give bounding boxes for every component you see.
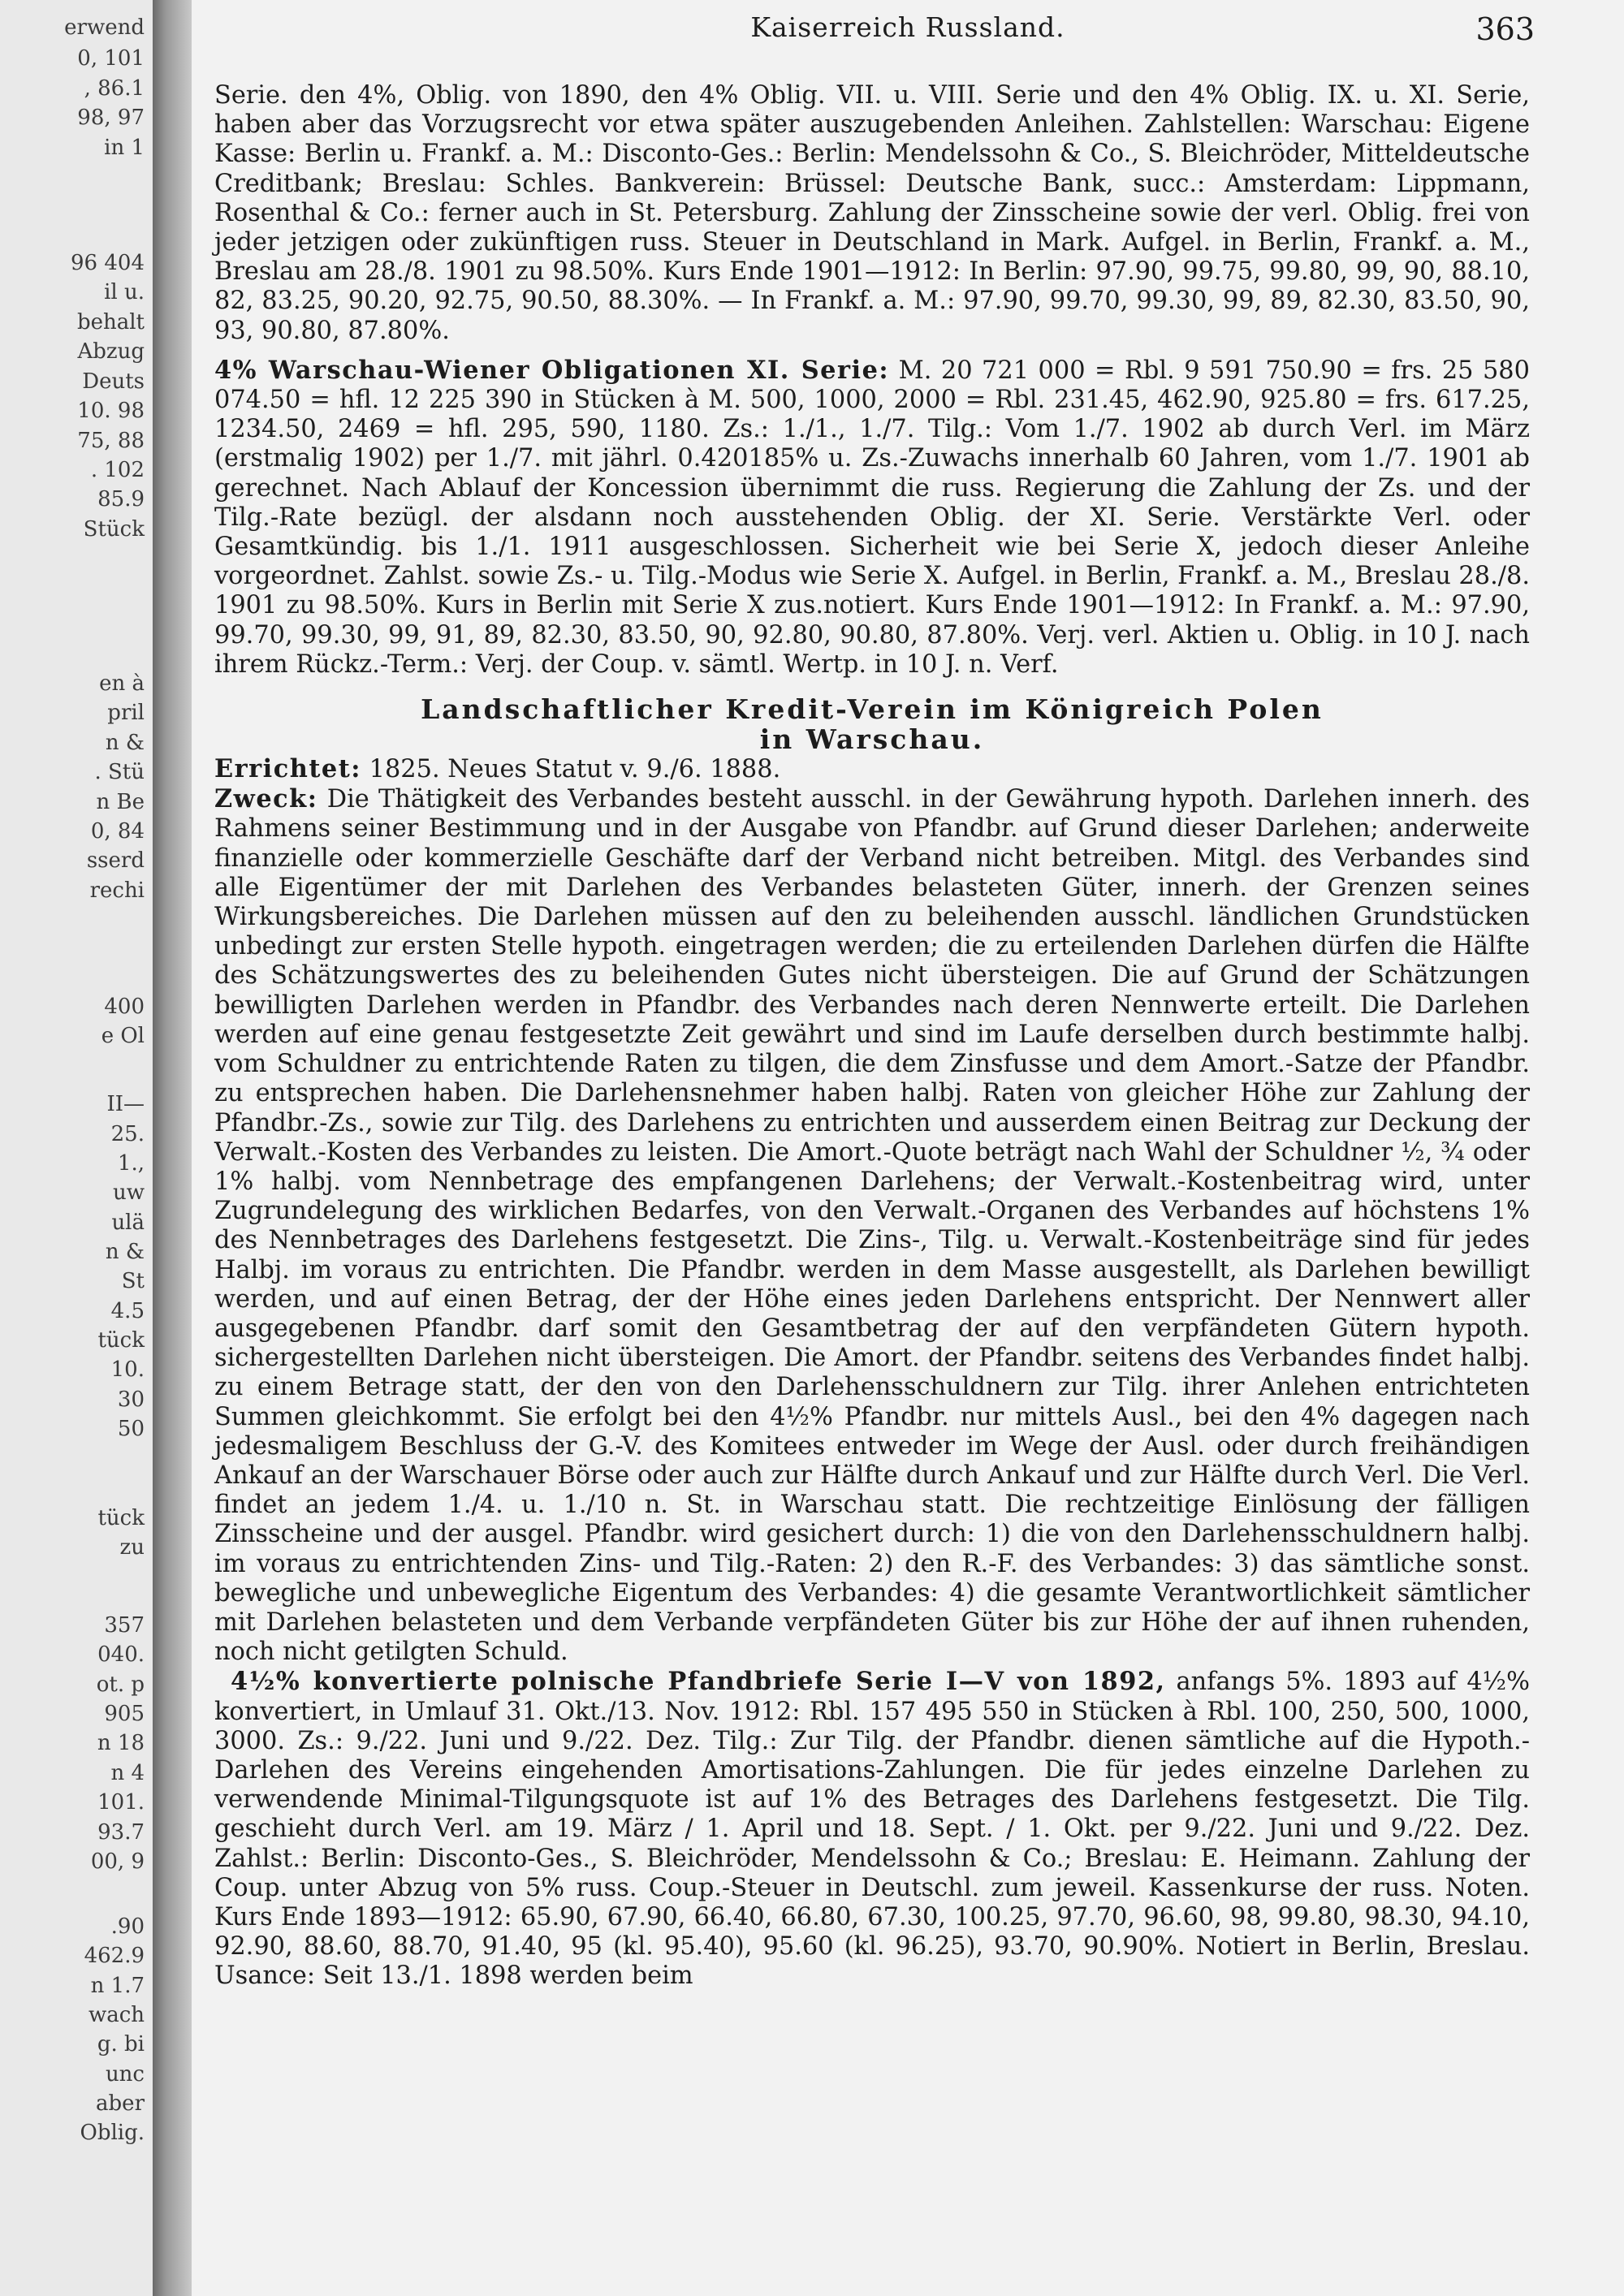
left-page-fragment: ulä [111,1211,145,1235]
left-page-fragment: 96 404 [71,251,145,275]
left-page-fragment: n 4 [110,1761,145,1785]
left-page-fragment: . Stü [94,760,145,784]
pfandbrief-heading: 4½% konvertierte polnische Pfandbriefe Serie I—V von 1892, [231,1667,1166,1697]
left-page-fragment: 10. [110,1357,145,1382]
left-page-fragment: 93.7 [97,1820,145,1845]
left-page-fragment: sserd [86,848,145,873]
left-page-fragment: 50 [117,1417,145,1441]
page-body [214,81,1530,1992]
left-page-fragment: ot. p [96,1672,145,1697]
left-page-fragment: rechi [89,878,145,903]
purpose-entry [214,784,1530,1667]
left-page-fragment: behalt [76,310,145,334]
left-page-fragment: tück [97,1506,145,1530]
left-page-fragment: g. bi [97,2032,145,2056]
left-page-fragment: aber [96,2091,145,2116]
section-title [214,694,1530,754]
left-page-fragment: n Be [96,790,145,814]
pfandbrief-entry [214,1667,1530,1991]
purpose-text: Die Thätigkeit des Verbandes besteht ausschl. in der Gewährung hypoth. Darlehen innerh. des Rahmens seiner Bestimmung und in der Ausgabe von Pfandbr. auf Grund dieser Darlehen; anderweite finanzielle oder kommerzielle Geschäfte darf der Verband nicht betreiben. Mitgl. des Verbandes sind alle Eigentümer der mit Darlehen des Verbandes belasteten Güter, innerh. der Grenzen seines Wirkungsbereiches. Die Darlehen müssen auf den zu beleihenden ausschl. ländlichen Grundstücken unbedingt zur ersten Stelle hypoth. eingetragen werden; die zu erteilenden Darlehen dürfen die Hälfte des Schätzungswertes des zu beleihenden Gutes nicht übersteigen. Die auf Grund der Schätzungen bewilligten Darlehen werden in Pfandbr. des Verbandes nach deren Nennwerte erteilt. Die Darlehen werden auf eine genau festgesetzte Zeit gewährt und sind im Laufe derselben durch bestimmte halbj. vom Schuldner zu entrichtende Raten zu tilgen, die dem Zinsfusse und dem Amort.-Satze der Pfandbr. zu entsprechen haben. Die Darlehensnehmer haben halbj. Raten von gleicher Höhe zur Zahlung der Pfandbr.-Zs., sowie zur Tilg. des Darlehens zu entrichten und ausserdem einen Beitrag zur Deckung der Verwalt.-Kosten des Verbandes zu leisten. Die Amort.-Quote beträgt nach Wahl der Schuldner ½, ¾ oder 1% halbj. vom Nennbetrage des empfangenen Darlehens; der Verwalt.-Kostenbeitrag wird, unter Zugrundelegung des wirklichen Bedarfes, von den Verwalt.-Organen des Verbandes auf höchstens 1% des Nennbetrages des Darlehens festgesetzt. Die Zins-, Tilg. u. Verwalt.-Kostenbeiträge sind für jedes Halbj. im voraus zu entrichten. Die Pfandbr. werden in dem Masse ausgestellt, als Darlehen bewilligt werden, und auf einen Betrag, der der Höhe eines jeden Darlehens entspricht. Der Nennwert aller ausgegebenen Pfandbr. darf somit den Gesamtbetrag der auf den verpfändeten Gütern hypoth. sichergestellten Darlehen nicht übersteigen. Die Amort. der Pfandbr. seitens des Verbandes findet halbj. zu einem Betrage statt, der den von den Darlehensschuldnern zur Tilg. ihrer Anlehen entrichteten Summen gleichkommt. Sie erfolgt bei den 4½% Pfandbr. nur mittels Ausl., bei den 4% dagegen nach jedesmaligem Beschluss der G.-V. des Komitees entweder im Wege der Ausl. oder durch freihändigen Ankauf an der Warschauer Börse oder auch zur Hälfte durch Ankauf und zur Hälfte durch Verl. Die Verl. findet an jedem 1./4. u. 1./10 n. St. in Warschau statt. Die rechtzeitige Einlösung der fälligen Zinsscheine und der ausgel. Pfandbr. wird gesichert durch: 1) die von den Darlehensschuldnern halbj. im voraus zu entrichtenden Zins- und Tilg.-Raten: 2) den R.-F. des Verbandes: 3) das sämtliche sonst. bewegliche und unbewegliche Eigentum des Verbandes: 4) die gesamte Verantwortlichkeit sämtlicher mit Darlehen belasteten und dem Verbande verpfändeten Güter bis zur Höhe der auf ihnen ruhenden, noch nicht getilgten Schuld. [214,785,1530,1667]
left-page-fragment: 98, 97 [77,106,145,130]
left-page-fragment: St [121,1269,145,1293]
left-page-fragment: n & [105,1240,145,1264]
page-number: 363 [1475,11,1535,47]
founded-entry [214,754,1530,784]
left-page-fragment: 25. [110,1122,145,1146]
left-page-fragment: 400 [104,995,145,1019]
left-page-fragment: zu [119,1535,145,1560]
left-page-fragment: wach [88,2003,145,2027]
left-page-fragment: II— [106,1092,145,1116]
paragraph-text: M. 20 721 000 = Rbl. 9 591 750.90 = frs. 25 580 074.50 = hfl. 12 225 390 in Stücken à M. 500, 1000, 2000 = Rbl. 231.45, 462.90, 925.80 = frs. 617.25, 1234.50, 2469 = hfl. 295, 590, 1180. Zs.: 1./1., 1./7. Tilg.: Vom 1./7. 1902 ab durch Verl. im März (erstmalig 1902) per 1./7. mit jährl. 0.420185% u. Zs.-Zuwachs innerhalb 60 Jahren, vom 1./7. 1901 ab gerechnet. Nach Ablauf der Koncession übernimmt die russ. Regierung die Zahlung der Zs. und der Tilg.-Rate bezügl. der alsdann noch ausstehenden Oblig. der XI. Serie. Verstärkte Verl. oder Gesamtkündig. bis 1./1. 1911 ausgeschlossen. Sicherheit wie bei Serie X, jedoch dieser Anleihe vorgeordnet. Zahlst. sowie Zs.- u. Tilg.-Modus wie Serie X. Aufgel. in Berlin, Frankf. a. M., Breslau 28./8. 1901 zu 98.50%. Kurs in Berlin mit Serie X zus.notiert. Kurs Ende 1901—1912: In Frankf. a. M.: 97.90, 99.70, 99.30, 99, 91, 89, 82.30, 83.50, 90, 92.80, 90.80, 87.80%. Verj. verl. Aktien u. Oblig. in 10 J. nach ihrem Rückz.-Term.: Verj. der Coup. v. sämtl. Wertp. in 10 J. n. Verf. [214,356,1530,679]
left-page-fragment: 905 [104,1702,145,1726]
left-page-fragment: .90 [110,1914,145,1939]
section-title-line-2: in Warschau. [759,723,985,756]
left-page-fragment: 040. [97,1642,145,1667]
left-page-fragment: tück [97,1328,145,1353]
paragraph-warsaw-vienna-bonds-continued [214,81,1530,346]
book-gutter [153,0,192,2296]
left-page-fragment: Oblig. [80,2121,145,2145]
left-page-fragment: unc [105,2062,145,2087]
left-page-fragment: 357 [104,1613,145,1638]
left-page-fragment: en à [99,671,145,696]
left-page-fragment: n & [105,731,145,755]
running-title: Kaiserreich Russland. [750,11,1065,43]
founded-label: Errichtet: [214,754,361,784]
left-page-fragment: pril [107,701,145,725]
left-page-fragment: 75, 88 [77,429,145,453]
left-page-fragment: , 86.1 [84,76,145,101]
left-page-fragment: erwend [64,15,145,40]
left-page-fragment: 00, 9 [90,1849,145,1874]
left-page-fragment: 0, 84 [90,819,145,844]
left-page-fragment: 101. [97,1790,145,1815]
left-page-fragment: 30 [117,1388,145,1412]
left-page-fragment: Deuts [82,369,145,394]
left-page-fragment: il u. [104,280,145,304]
paragraph-text: Serie. den 4%, Oblig. von 1890, den 4% Oblig. VII. u. VIII. Serie und den 4% Oblig. IX. u. XI. Serie, haben aber das Vorzugsrecht vor etwa später auszugebenden Anleihen. Zahlstellen: Warschau: Eigene Kasse: Berlin u. Frankf. a. M.: Disconto-Ges.: Berlin: Mendelssohn & Co., S. Bleichröder, Mitteldeutsche Creditbank; Breslau: Schles. Bankverein: Brüssel: Deutsche Bank, succ.: Amsterdam: Lippmann, Rosenthal & Co.: ferner auch in St. Petersburg. Zahlung der Zinsscheine sowie der verl. Oblig. frei von jeder jetzigen oder zukünftigen russ. Steuer in Deutschland in Mark. Aufgel. in Berlin, Frankf. a. M., Breslau am 28./8. 1901 zu 98.50%. Kurs Ende 1901—1912: In Berlin: 97.90, 99.75, 99.80, 99, 90, 88.10, 82, 83.25, 90.20, 92.75, 90.50, 88.30%. — In Frankf. a. M.: 97.90, 99.70, 99.30, 99, 89, 82.30, 83.50, 90, 93, 90.80, 87.80%. [214,81,1530,345]
left-page-fragment: Abzug [77,339,145,364]
founded-text: 1825. Neues Statut v. 9./6. 1888. [361,755,781,784]
page-header [192,11,1624,52]
left-page-fragment: . 102 [90,458,145,482]
left-page-fragment: 4.5 [110,1299,145,1323]
document-page [192,0,1624,2296]
left-page-fragment: 0, 101 [77,46,145,71]
left-page-fragment: 462.9 [84,1944,145,1968]
entry-heading: 4% Warschau-Wiener Obligationen XI. Serie: [214,355,890,385]
left-page-fragment: Stück [83,517,145,542]
adjacent-page-edge [0,0,153,2296]
left-page-fragment: uw [113,1180,145,1205]
left-page-fragment: 1., [117,1151,145,1176]
section-title-line-1: Landschaftlicher Kredit-Verein im Königreich Polen [421,693,1324,726]
left-page-fragment: 85.9 [97,487,145,511]
left-page-fragment: n 1.7 [90,1974,145,1998]
left-page-fragment: e Ol [101,1024,145,1048]
paragraph-warsaw-vienna-xi-series [214,356,1530,680]
left-page-fragment: 10. 98 [77,399,145,423]
pfandbrief-text: anfangs 5%. 1893 auf 4½% konvertiert, in Umlauf 31. Okt./13. Nov. 1912: Rbl. 157 495 550 in Stücken à Rbl. 100, 250, 500, 1000, 3000. Zs.: 9./22. Juni und 9./22. Dez. Tilg.: Zur Tilg. der Pfandbr. dienen sämtliche auf die Hypoth.-Darlehen des Vereins eingehenden Amortisations-Zahlungen. Die für jedes einzelne Darlehen zu verwendende Minimal-Tilgungsquote ist auf 1% des Betrages des Darlehens festgesetzt. Die Tilg. geschieht durch Verl. am 19. März / 1. April und 18. Sept. / 1. Okt. per 9./22. Juni und 9./22. Dez. Zahlst.: Berlin: Disconto-Ges., S. Bleichröder, Mendelssohn & Co.; Breslau: E. Heimann. Zahlung der Coup. unter Abzug von 5% russ. Coup.-Steuer in Deutschl. zum jeweil. Kassenkurse der russ. Noten. Kurs Ende 1893—1912: 65.90, 67.90, 66.40, 66.80, 67.30, 100.25, 97.70, 96.60, 98, 99.80, 98.30, 94.10, 92.90, 88.60, 88.70, 91.40, 95 (kl. 95.40), 95.60 (kl. 96.25), 93.70, 90.90%. Notiert in Berlin, Breslau. Usance: Seit 13./1. 1898 werden beim [214,1668,1530,1991]
left-page-fragment: in 1 [104,136,145,160]
purpose-label: Zweck: [214,784,318,814]
left-page-fragment: n 18 [97,1731,145,1755]
